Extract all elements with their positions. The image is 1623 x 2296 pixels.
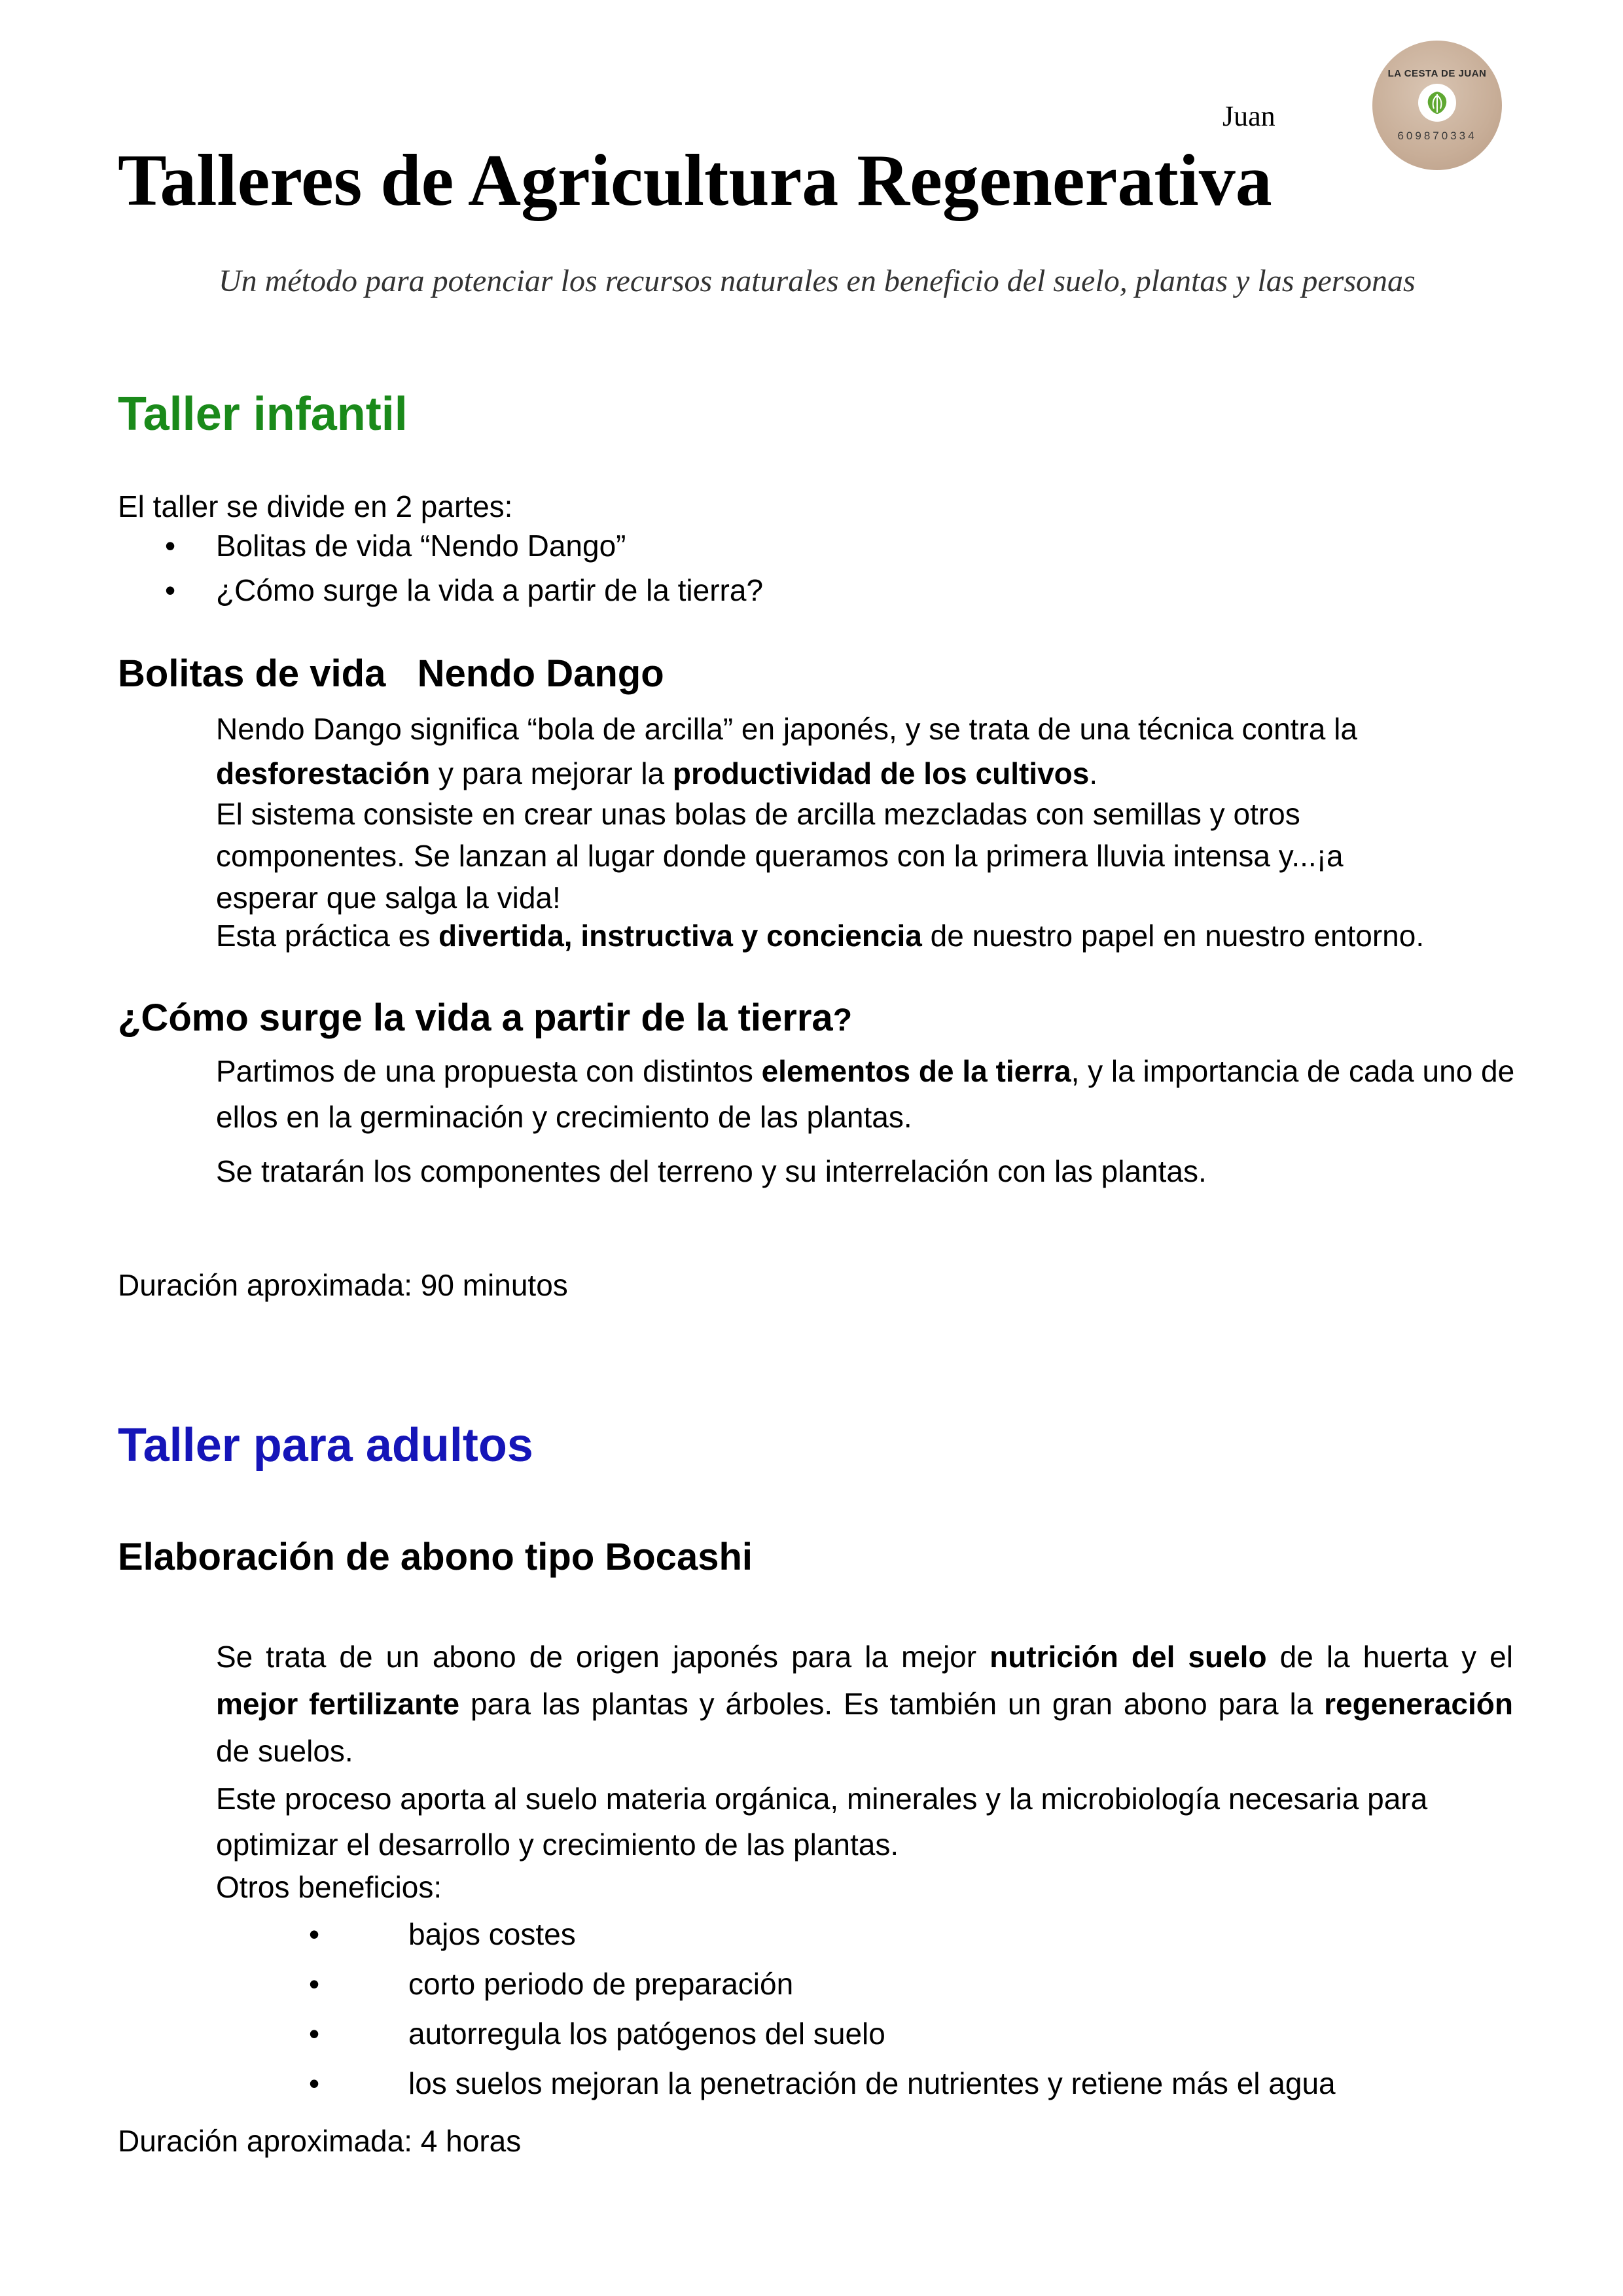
bolitas-paragraph-1: Nendo Dango significa “bola de arcilla” en japonés, y se trata de una técnica contra la desforestación y para mejorar la productividad de los cultivos. [216,712,1357,790]
bullet: • [309,2066,320,2100]
bullet: • [309,2017,320,2051]
page-subtitle: Un método para potenciar los recursos naturales en beneficio del suelo, plantas y las personas [219,264,1416,298]
list-item: Bolitas de vida “Nendo Dango” [216,529,626,563]
bullet: • [309,1917,320,1951]
como-surge-paragraph-2: Se tratarán los componentes del terreno y su interrelación con las plantas. [216,1154,1207,1188]
logo [1372,41,1502,170]
bullet: • [309,1967,320,2001]
list-item: bajos costes [408,1917,576,1951]
lettuce-icon [1418,84,1456,122]
bullet: • [165,573,176,607]
bocashi-paragraph-1: Se trata de un abono de origen japonés para la mejor nutrición del suelo de la huerta y el mejor fertilizante para las plantas y árboles. Es también un gran abono para la regeneración de suelos. [216,1640,1513,1768]
page-title: Talleres de Agricultura Regenerativa [118,140,1272,221]
list-item: corto periodo de preparación [408,1967,794,2001]
list-item: ¿Cómo surge la vida a partir de la tierra? [216,573,764,607]
bullet: • [165,529,176,563]
bolitas-paragraph-3: Esta práctica es divertida, instructiva y conciencia de nuestro papel en nuestro entorno. [216,919,1425,953]
list-item: los suelos mejoran la penetración de nutrientes y retiene más el agua [408,2066,1336,2100]
duracion-adultos: Duración aproximada: 4 horas [118,2124,522,2158]
heading-bolitas-de-vida: Bolitas de vida Nendo Dango [118,652,664,695]
logo-name: LA CESTA DE JUAN [1387,68,1487,79]
author-name: Juan [1222,100,1275,132]
como-surge-paragraph-1: Partimos de una propuesta con distintos elementos de la tierra, y la importancia de cada uno de ellos en la germinación y crecimiento de las plantas. [216,1054,1515,1134]
infantil-intro: El taller se divide en 2 partes: [118,489,513,523]
list-item: autorregula los patógenos del suelo [408,2017,885,2051]
duracion-infantil: Duración aproximada: 90 minutos [118,1268,568,1302]
heading-bocashi: Elaboración de abono tipo Bocashi [118,1536,753,1578]
heading-taller-adultos: Taller para adultos [118,1419,533,1472]
otros-beneficios-label: Otros beneficios: [216,1870,442,1904]
bolitas-paragraph-2: El sistema consiste en crear unas bolas de arcilla mezcladas con semillas y otros componentes. Se lanzan al lugar donde queramos con la primera lluvia intensa y...¡a esperar que salga la vida! [216,797,1344,915]
heading-taller-infantil: Taller infantil [118,388,408,440]
bocashi-paragraph-2: Este proceso aporta al suelo materia orgánica, minerales y la microbiología necesaria para optimizar el desarrollo y crecimiento de las plantas. [216,1782,1428,1862]
logo-phone: 609870334 [1397,130,1477,142]
heading-como-surge-la-vida: ¿Cómo surge la vida a partir de la tierra? [118,997,853,1039]
